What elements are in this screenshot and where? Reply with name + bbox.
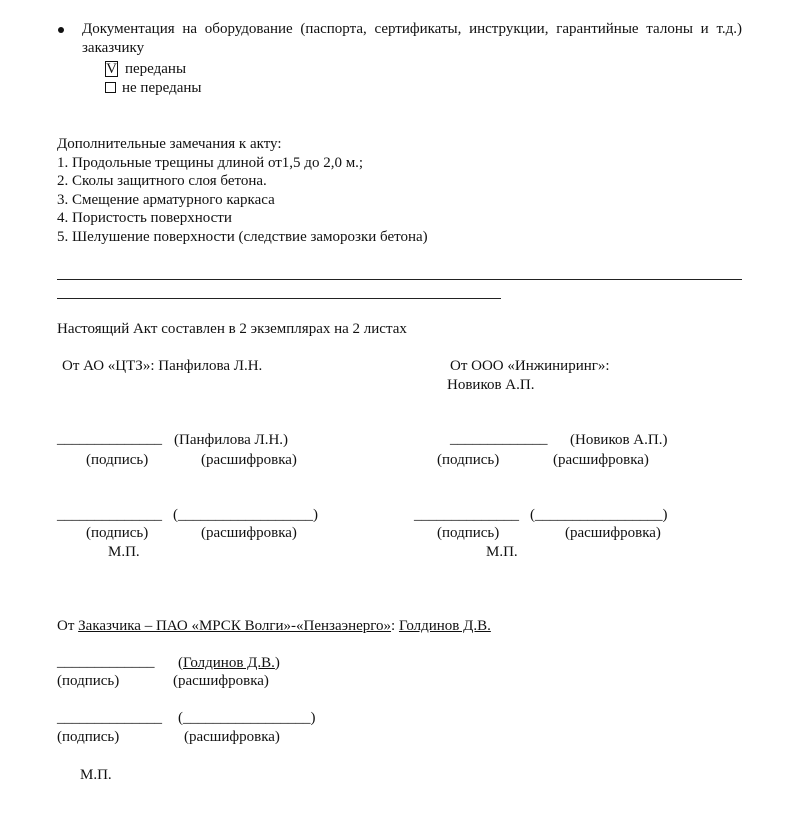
caption-signature: (подпись) bbox=[437, 452, 500, 468]
customer-sig-name: Голдинов Д.В. bbox=[183, 655, 275, 671]
remark-item: 5. Шелушение поверхности (следствие заморозки бетона) bbox=[57, 229, 428, 245]
caption-signature: (подпись) bbox=[86, 452, 149, 468]
customer-sep: : bbox=[391, 618, 399, 634]
signature-line: ______________ bbox=[414, 507, 519, 523]
signature-name: (Новиков А.П.) bbox=[570, 432, 668, 448]
caption-signature: (подпись) bbox=[57, 673, 120, 689]
signature-name: (__________________) bbox=[173, 507, 318, 523]
signature-name: (_________________) bbox=[178, 710, 316, 726]
caption-decode: (расшифровка) bbox=[173, 673, 269, 689]
caption-signature: (подпись) bbox=[86, 525, 149, 541]
remark-item: 3. Смещение арматурного каркаса bbox=[57, 192, 275, 208]
bullet-icon bbox=[58, 27, 64, 33]
stamp-mark: М.П. bbox=[108, 544, 140, 560]
customer-signatory-header bbox=[57, 617, 491, 635]
right-signatory-name: Новиков А.П. bbox=[447, 377, 535, 393]
caption-decode: (расшифровка) bbox=[184, 729, 280, 745]
customer-org: Заказчика – ПАО «МРСК Волги»-«Пензаэнерго» bbox=[78, 618, 392, 634]
customer-person: Голдинов Д.В. bbox=[398, 618, 491, 634]
signature-name: (Панфилова Л.Н.) bbox=[174, 432, 289, 448]
signature-line: ______________ bbox=[57, 710, 162, 726]
checkbox-passed[interactable] bbox=[105, 61, 118, 77]
signature-line: _____________ bbox=[450, 431, 548, 447]
stamp-mark: М.П. bbox=[80, 767, 112, 783]
caption-signature: (подпись) bbox=[57, 729, 120, 745]
signature-line: ______________ bbox=[57, 507, 162, 523]
remark-item: 2. Сколы защитного слоя бетона. bbox=[57, 173, 267, 189]
stamp-mark: М.П. bbox=[486, 544, 518, 560]
remark-item: 4. Пористость поверхности bbox=[57, 210, 232, 226]
caption-decode: (расшифровка) bbox=[201, 452, 297, 468]
caption-signature: (подпись) bbox=[437, 525, 500, 541]
option-passed-label: переданы bbox=[125, 61, 187, 77]
remarks-heading: Дополнительные замечания к акту: bbox=[57, 136, 282, 152]
right-signatory-header: От ООО «Инжиниринг»: bbox=[450, 358, 610, 374]
blank-line bbox=[57, 279, 742, 280]
checkbox-not-passed[interactable] bbox=[105, 82, 116, 93]
caption-decode: (расшифровка) bbox=[565, 525, 661, 541]
signature-line: _____________ bbox=[57, 654, 155, 670]
equipment-docs-text: Документация на оборудование (паспорта, сертификаты, инструкции, гарантийные талоны и т.д.) заказчику bbox=[82, 21, 742, 56]
signature-name: (_________________) bbox=[530, 507, 668, 523]
option-not-passed-label: не переданы bbox=[122, 80, 202, 96]
signature-line: ______________ bbox=[57, 431, 162, 447]
act-statement: Настоящий Акт составлен в 2 экземплярах на 2 листах bbox=[57, 321, 407, 337]
check-mark: V bbox=[106, 61, 117, 77]
caption-decode: (расшифровка) bbox=[553, 452, 649, 468]
remark-item: 1. Продольные трещины длиной от1,5 до 2,0 м.; bbox=[57, 155, 364, 171]
blank-line bbox=[57, 298, 501, 299]
left-signatory-header: От АО «ЦТЗ»: Панфилова Л.Н. bbox=[62, 358, 263, 374]
signature-name: (Голдинов Д.В.) bbox=[178, 655, 280, 671]
customer-prefix: От bbox=[57, 618, 79, 634]
caption-decode: (расшифровка) bbox=[201, 525, 297, 541]
